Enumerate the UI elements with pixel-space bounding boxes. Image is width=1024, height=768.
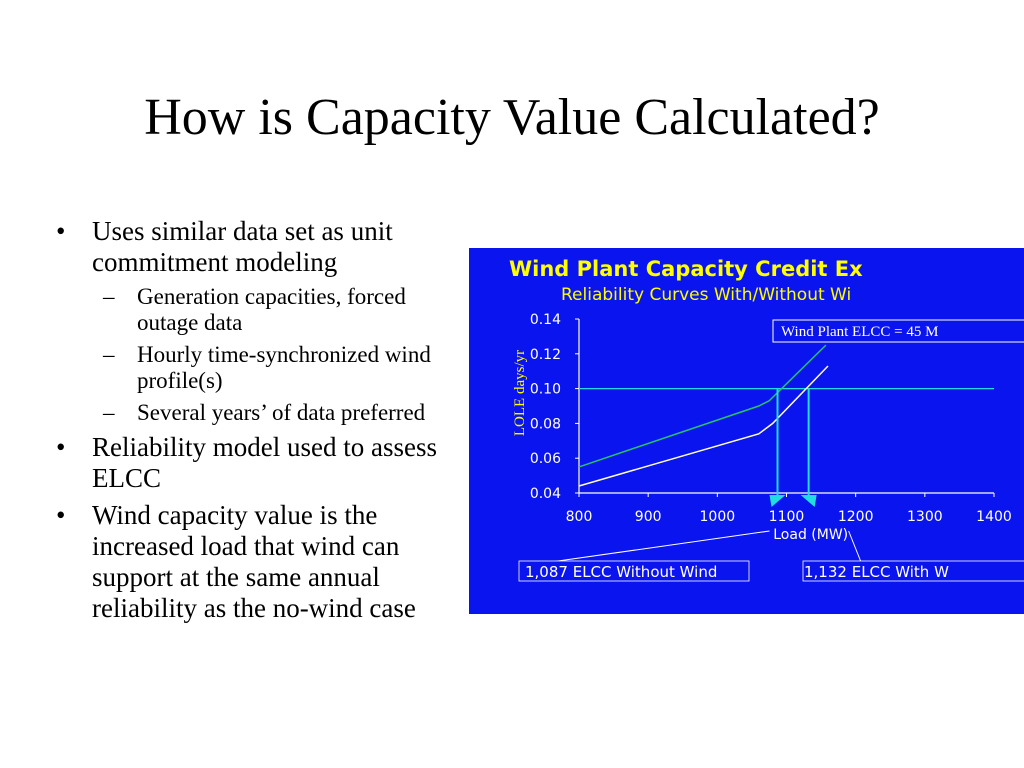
bullet-text: Generation capacities, forced outage data [137,284,406,335]
bullet-item [52,500,452,624]
y-axis-label: LOLE days/yr [512,349,528,437]
x-tick-label: 1400 [976,509,1012,525]
bullet-item [52,432,452,494]
chart-subtitle: Reliability Curves With/Without Wi [561,285,852,305]
y-tick-label: 0.08 [529,416,561,433]
x-axis-label: Load (MW) [773,527,849,543]
elcc-arrowhead [801,495,817,507]
elcc-arrowhead [770,495,786,507]
y-tick-label: 0.06 [529,451,561,468]
reliability-chart [469,248,1024,614]
dash-marker: – [103,400,115,425]
elcc-without-label: 1,087 ELCC Without Wind [525,563,718,581]
bullet-marker: • [56,216,66,246]
bullet-text: Reliability model used to assess ELCC [92,432,437,493]
bullet-item [52,216,452,278]
sub-bullet-item [52,342,452,394]
bullet-text: Wind capacity value is the increased load that wind can support at the same annual reliability as the no-wind case [92,500,416,623]
x-tick-label: 1100 [768,509,805,525]
x-tick-label: 1000 [699,509,736,525]
bullet-text: Uses similar data set as unit commitment modeling [92,216,393,277]
y-tick-label: 0.14 [529,312,561,328]
x-tick-label: 800 [565,509,593,525]
dash-marker: – [103,342,115,367]
x-tick-label: 900 [634,509,662,525]
bullet-marker: • [56,432,66,462]
y-tick-label: 0.04 [529,486,561,502]
chart-title: Wind Plant Capacity Credit Ex [509,257,863,281]
chart-panel [469,248,1024,614]
sub-bullet-item [52,400,452,426]
elcc-with-label: 1,132 ELCC With W [804,563,949,581]
slide-title: How is Capacity Value Calculated? [144,89,880,146]
bullet-text: Several years’ of data preferred [137,400,426,425]
x-tick-label: 1300 [907,509,943,525]
leader-line [551,531,770,562]
leader-line [849,531,861,562]
bullet-marker: • [56,500,66,530]
bullet-list [52,216,452,630]
elcc-annotation: Wind Plant ELCC = 45 M [781,324,939,340]
dash-marker: – [103,284,115,309]
sub-bullet-item [52,284,452,336]
bullet-text: Hourly time-synchronized wind profile(s) [137,342,431,393]
y-tick-label: 0.10 [529,381,561,398]
x-tick-label: 1200 [837,509,874,525]
series-line-2 [579,366,828,486]
y-tick-label: 0.12 [529,346,561,363]
